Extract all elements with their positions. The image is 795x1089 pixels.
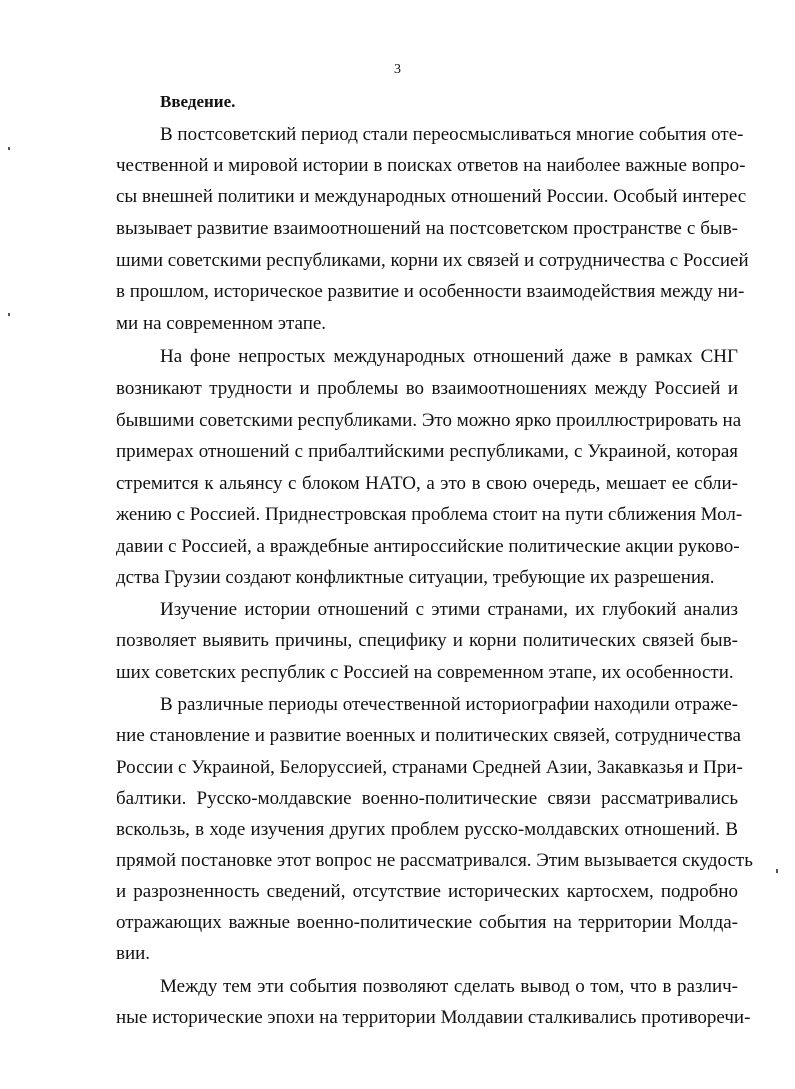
text-line: В различные периоды отечественной историографии находили отраже- — [160, 694, 738, 715]
text-line: и разрозненность сведений, отсутствие исторических картосхем, подробно — [116, 881, 738, 902]
scan-mark — [8, 147, 10, 150]
text-line: балтики. Русско-молдавские военно-политические связи рассматривались — [116, 788, 738, 809]
text-line: России с Украиной, Белоруссией, странами Средней Азии, Закавказья и При- — [116, 757, 743, 778]
text-line: Изучение истории отношений с этими странами, их глубокий анализ — [160, 599, 738, 620]
text-line: стремится к альянсу с блоком НАТО, а это в свою очередь, мешает ее сбли- — [116, 473, 738, 494]
text-line: вскользь, в ходе изучения других проблем русско-молдавских отношений. В — [116, 819, 738, 840]
text-line: позволяет выявить причины, специфику и корни политических связей быв- — [116, 630, 738, 651]
text-line: ми на современном этапе. — [116, 313, 327, 334]
text-line: возникают трудности и проблемы во взаимоотношениях между Россией и — [116, 378, 738, 399]
text-line: ших советских республик с Россией на современном этапе, их особенности. — [116, 662, 734, 683]
text-line: бывшими советскими республиками. Это можно ярко проиллюстрировать на — [116, 410, 742, 431]
text-line: прямой постановке этот вопрос не рассматривался. Этим вызывается скудость — [116, 850, 753, 871]
text-line: примерах отношений с прибалтийскими республиками, с Украиной, которая — [116, 441, 738, 462]
text-line: Между тем эти события позволяют сделать вывод о том, что в различ- — [160, 976, 738, 997]
text-line: дства Грузии создают конфликтные ситуации, требующие их разрешения. — [116, 567, 715, 588]
text-line: шими советскими республиками, корни их связей и сотрудничества с Россией — [116, 250, 749, 271]
text-line: давии с Россией, а враждебные антироссийские политические акции руково- — [116, 536, 740, 557]
text-line: чественной и мировой истории в поисках ответов на наиболее важные вопро- — [116, 155, 746, 176]
text-line: В постсоветский период стали переосмысливаться многие события оте- — [160, 124, 744, 145]
text-line: вии. — [116, 943, 151, 964]
page-number: 3 — [394, 62, 401, 77]
section-heading: Введение. — [160, 92, 236, 111]
scan-mark — [8, 313, 10, 316]
text-line: На фоне непростых международных отношений даже в рамках СНГ — [160, 346, 738, 367]
text-line: вызывает развитие взаимоотношений на постсоветском пространстве с быв- — [116, 218, 738, 239]
text-line: ние становление и развитие военных и политических связей, сотрудничества — [116, 725, 741, 746]
text-line: ные исторические эпохи на территории Молдавии сталкивались противоречи- — [116, 1007, 751, 1028]
text-line: отражающих важные военно-политические события на территории Молда- — [116, 912, 738, 933]
text-line: сы внешней политики и международных отношений России. Особый интерес — [116, 186, 747, 207]
text-line: в прошлом, историческое развитие и особенности взаимодействия между ни- — [116, 281, 745, 302]
scan-mark — [776, 869, 778, 873]
text-line: жению с Россией. Приднестровская проблема стоит на пути сближения Мол- — [116, 504, 743, 525]
